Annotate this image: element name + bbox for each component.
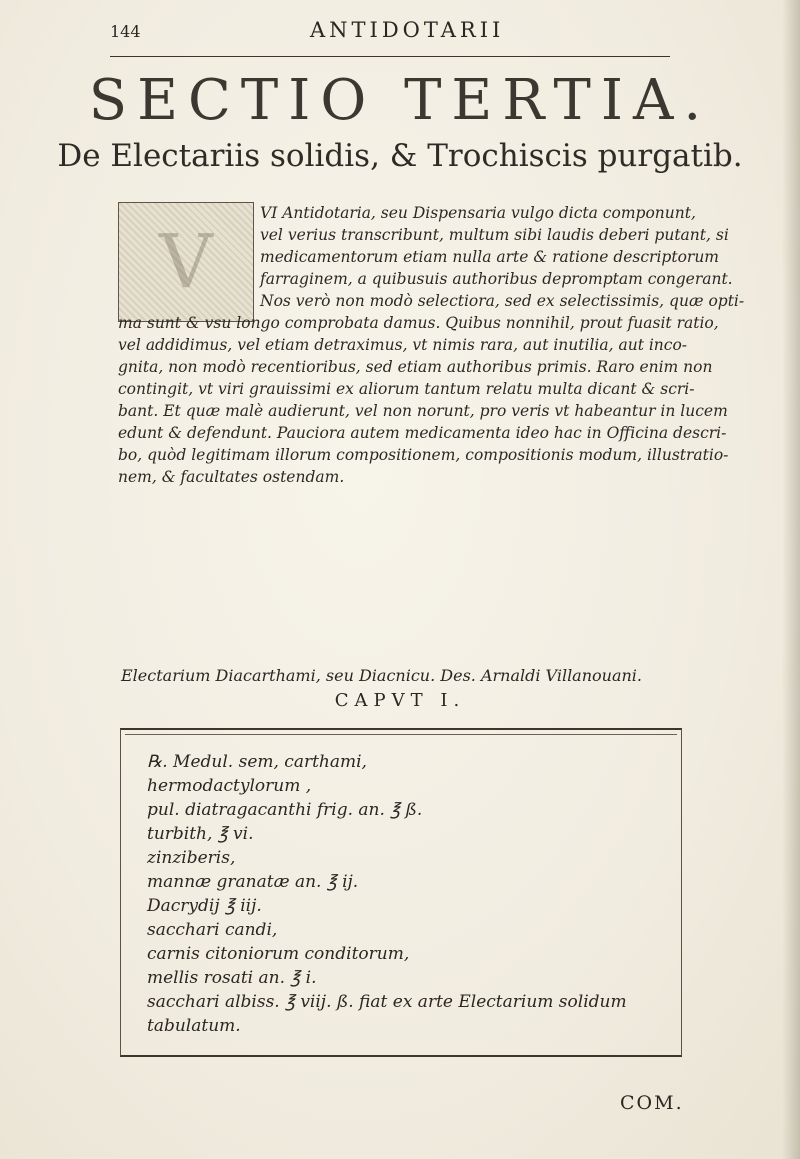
body-line: edunt & defendunt. Pauciora autem medicamenta ideo hac in Officina descri- (118, 424, 727, 442)
body-line: contingit, vt viri grauissimi ex aliorum tantum relatu multa dicant & scri- (118, 380, 695, 398)
body-line: ma sunt & vsu longo comprobata damus. Quibus nonnihil, prout fuasit ratio, (118, 314, 719, 332)
recipe-line: pul. diatragacanthi frig. an. ℥ ß. (147, 800, 423, 820)
initial-letter: V (159, 219, 213, 305)
recipe-line: tabulatum. (147, 1016, 241, 1036)
catchword: COM. (620, 1092, 684, 1114)
recipe-line: carnis citoniorum conditorum, (147, 944, 410, 964)
header-rule (110, 56, 670, 57)
running-title: ANTIDOTARII (310, 18, 505, 42)
body-line: bant. Et quæ malè audierunt, vel non norunt, pro veris vt habeantur in lucem (118, 402, 728, 420)
body-line: VI Antidotaria, seu Dispensaria vulgo dicta componunt, (260, 204, 696, 222)
body-line: bo, quòd legitimam illorum compositionem, compositionis modum, illustratio- (118, 446, 729, 464)
recipe-line: zinziberis, (147, 848, 236, 868)
body-line: nem, & facultates ostendam. (118, 468, 345, 486)
page-number: 144 (110, 22, 141, 41)
recipe-line: turbith, ℥ vi. (147, 824, 254, 844)
decorated-initial (118, 202, 254, 322)
body-line: farraginem, a quibusuis authoribus depromptam congerant. (260, 270, 733, 288)
body-line: vel addidimus, vel etiam detraximus, vt nimis rara, aut inutilia, aut inco- (118, 336, 688, 354)
chapter-number: CAPVT I. (334, 690, 466, 711)
recipe-inner-rule (125, 734, 677, 735)
body-line: vel verius transcribunt, multum sibi laudis deberi putant, si (260, 226, 729, 244)
section-title: SECTIO TERTIA. (88, 68, 712, 133)
running-head (110, 18, 670, 48)
section-subtitle: De Electariis solidis, & Trochiscis purgatib. (57, 138, 743, 174)
recipe-box (120, 728, 682, 1057)
recipe-line: ℞. Medul. sem, carthami, (147, 752, 367, 772)
body-line: gnita, non modò recentioribus, sed etiam authoribus primis. Raro enim non (118, 358, 713, 376)
body-line: Nos verò non modò selectiora, sed ex selectissimis, quæ opti- (260, 292, 745, 310)
recipe-line: sacchari candi, (147, 920, 278, 940)
recipe-line: mannæ granatæ an. ℥ ij. (147, 872, 359, 892)
recipe-line: mellis rosati an. ℥ i. (147, 968, 317, 988)
chapter-heading: Electarium Diacarthami, seu Diacnicu. Des. Arnaldi Villanouani. (121, 666, 643, 685)
recipe-line: hermodactylorum , (147, 776, 312, 796)
recipe-line: sacchari albiss. ℥ viij. ß. fiat ex arte Electarium solidum (147, 992, 627, 1012)
body-line: medicamentorum etiam nulla arte & ratione descriptorum (260, 248, 719, 266)
recipe-line: Dacrydij ℥ iij. (147, 896, 262, 916)
